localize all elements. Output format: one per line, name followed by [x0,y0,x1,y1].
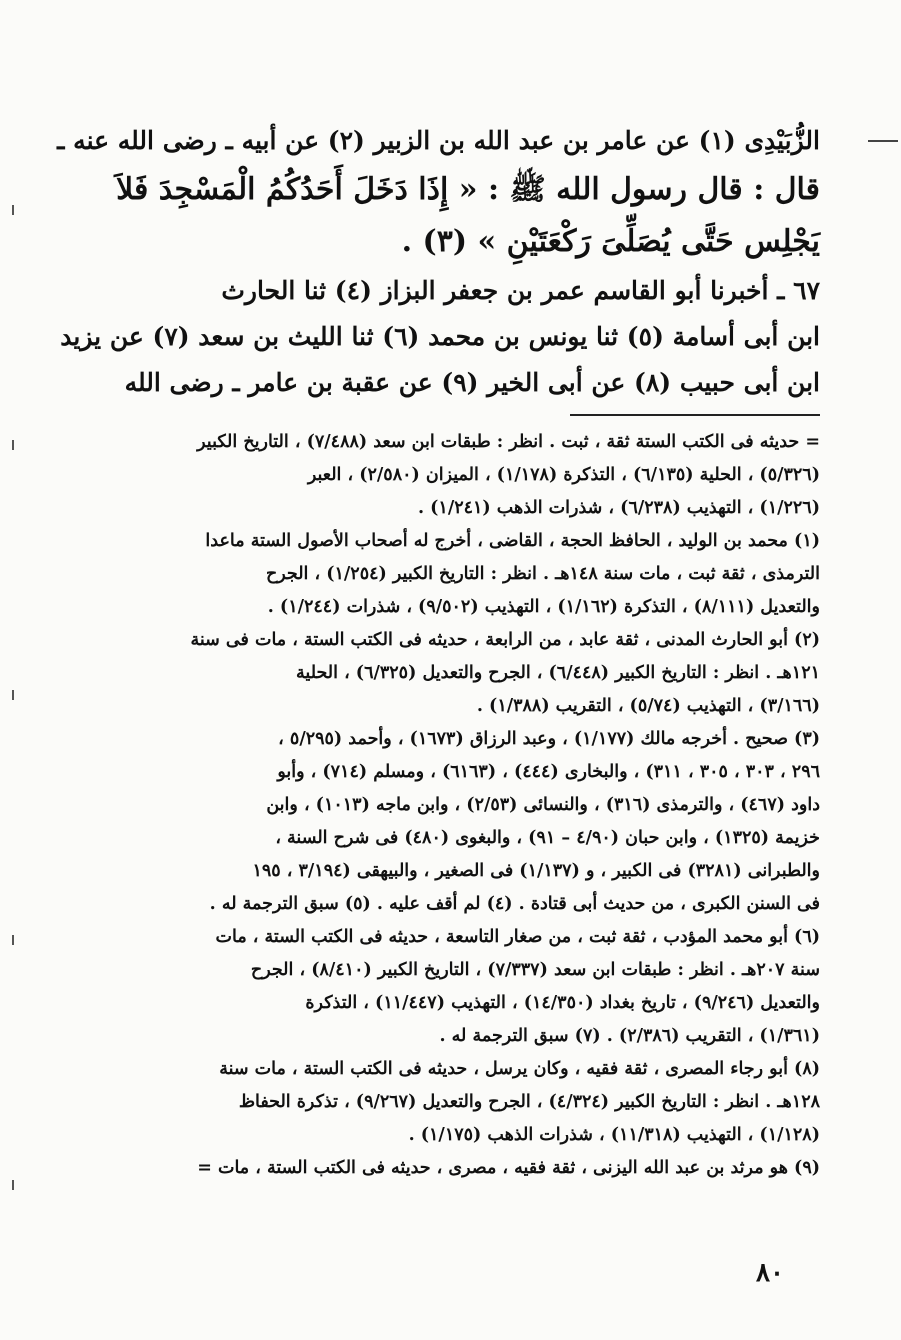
footnote-line: خزيمة (١٣٢٥) ، وابن حبان (٤/٩٠ – ٩١) ، والبغوى (٤٨٠) فى شرح السنة ، [275,828,820,848]
footnote-line: (١) محمد بن الوليد ، الحافظ الحجة ، القاضى ، أخرج له أصحاب الأصول الستة ماعدا [205,531,820,551]
margin-tick [12,935,14,945]
footnote-line: (٣/١٦٦) ، التهذيب (٥/٧٤) ، التقريب (١/٣٨٨) . [476,696,820,716]
footnote-line: (٢) أبو الحارث المدنى ، ثقة عابد ، من الرابعة ، حديثه فى الكتب الستة ، مات فى سنة [190,630,820,650]
footnote-line: سنة ٢٠٧هـ . انظر : طبقات ابن سعد (٧/٣٣٧) ، التاريخ الكبير (٨/٤١٠) ، الجرح [250,960,820,980]
footnote-line: (١/١٢٨) ، التهذيب (١١/٣١٨) ، شذرات الذهب (١/١٧٥) . [408,1125,820,1145]
footnote [130,1053,820,1152]
footnote [130,624,820,723]
main-text-line: ٦٧ ـ أخبرنا أبو القاسم عمر بن جعفر البزاز (٤) ثنا الحارث [221,276,820,305]
page-number: ٨٠ [756,1258,784,1288]
footnote-line: ٢٩٦ ، ٣٠٣ ، ٣٠٥ ، ٣١١) ، والبخارى (٤٤٤) ، (٦١٦٣) ، ومسلم (٧١٤) ، وأبو [277,762,820,782]
footnote-line: والتعديل (٩/٢٤٦) ، تاريخ بغداد (١٤/٣٥٠) ، التهذيب (١١/٤٤٧) ، التذكرة [305,993,820,1013]
footnote-line: (٣) صحيح . أخرجه مالك (١/١٧٧) ، وعبد الرزاق (١٦٧٣) ، وأحمد (٥/٢٩٥ ، [278,729,820,749]
footnote-line: (١/٣٦١) ، التقريب (٢/٣٨٦) . (٧) سبق الترجمة له . [439,1026,820,1046]
margin-dash [868,140,898,142]
footnotes [130,426,820,1185]
footnote-line: = حديثه فى الكتب الستة ثقة ، ثبت . انظر : طبقات ابن سعد (٧/٤٨٨) ، التاريخ الكبير [197,432,820,452]
margin-tick [12,205,14,215]
hadith-text-line: يَجْلِس حَتَّى يُصَلِّىَ رَكْعَتَيْنِ » (٣) . [401,224,820,259]
margin-tick [12,690,14,700]
footnote-line: داود (٤٦٧) ، والترمذى (٣١٦) ، والنسائى (٢/٥٣) ، وابن ماجه (١٠١٣) ، وابن [266,795,820,815]
footnote-line: والتعديل (٨/١١١) ، التذكرة (١/١٦٢) ، التهذيب (٩/٥٠٢) ، شذرات (١/٢٤٤) . [267,597,820,617]
footnote [130,921,820,1053]
footnote-line: والطبرانى (٣٢٨١) فى الكبير ، و (١/١٣٧) فى الصغير ، والبيهقى (٣/١٩٤ ، ١٩٥ [252,861,820,881]
footnote-line: (١/٢٢٦) ، التهذيب (٦/٢٣٨) ، شذرات الذهب (١/٢٤١) . [417,498,820,518]
footnote-line: فى السنن الكبرى ، من حديث أبى قتادة . (٤) لم أقف عليه . (٥) سبق الترجمة له . [209,894,820,914]
main-text-line: الزُّبَيْدِى (١) عن عامر بن عبد الله بن الزبير (٢) عن أبيه ـ رضى الله عنه ـ [57,126,820,155]
main-text-line: ابن أبى أسامة (٥) ثنا يونس بن محمد (٦) ثنا الليث بن سعد (٧) عن يزيد [60,322,820,351]
footnote-line: (٨) أبو رجاء المصرى ، ثقة فقيه ، وكان يرسل ، حديثه فى الكتب الستة ، مات سنة [219,1059,820,1079]
hadith-text-line: قال : قال رسول الله ﷺ : « إِذَا دَخَلَ أَحَدُكُمُ الْمَسْجِدَ فَلاَ [116,172,820,207]
footnote [130,426,820,525]
margin-tick [12,1180,14,1190]
footnote-line: (٩) هو مرثد بن عبد الله اليزنى ، ثقة فقيه ، مصرى ، حديثه فى الكتب الستة ، مات = [197,1158,820,1178]
footnote [130,525,820,624]
book-page [57,118,820,1185]
footnote-separator [570,414,820,416]
footnote-line: الترمذى ، ثقة ثبت ، مات سنة ١٤٨هـ . انظر : التاريخ الكبير (١/٢٥٤) ، الجرح [265,564,820,584]
footnote-line: (٥/٣٢٦) ، الحلية (٦/١٣٥) ، التذكرة (١/١٧٨) ، الميزان (٢/٥٨٠) ، العبر [307,465,820,485]
footnote-line: ١٢١هـ . انظر : التاريخ الكبير (٦/٤٤٨) ، الجرح والتعديل (٦/٣٢٥) ، الحلية [296,663,820,683]
margin-tick [12,440,14,450]
footnote-line: ١٢٨هـ . انظر : التاريخ الكبير (٤/٣٢٤) ، الجرح والتعديل (٩/٢٦٧) ، تذكرة الحفاظ [238,1092,820,1112]
main-text-line: ابن أبى حبيب (٨) عن أبى الخير (٩) عن عقبة بن عامر ـ رضى الله [124,368,820,397]
footnote [130,723,820,921]
main-text [57,118,820,406]
footnote-line: (٦) أبو محمد المؤدب ، ثقة ثبت ، من صغار التاسعة ، حديثه فى الكتب الستة ، مات [215,927,820,947]
footnote [130,1152,820,1185]
